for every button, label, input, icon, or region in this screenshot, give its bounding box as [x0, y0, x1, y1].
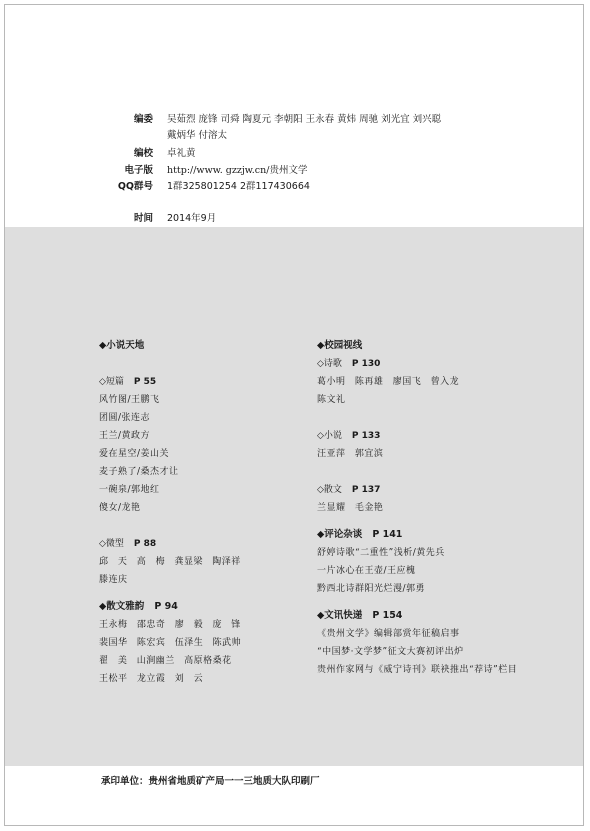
toc-item: 《贵州文学》编辑部赏年征稿启事 [317, 629, 460, 639]
author-names: 陈文礼 [317, 395, 346, 405]
campus-essay-label: ◇散文 [317, 485, 342, 495]
toc-item: 团圆/张连志 [99, 413, 151, 423]
author-names: 兰显耀 毛金艳 [317, 503, 384, 513]
author-names: 裴国华 陈宏宾 伍泽生 陈武帅 [99, 638, 242, 648]
campus-poem-label: ◇诗歌 [317, 359, 342, 369]
toc-item: 傻女/龙艳 [99, 503, 141, 513]
subsection-campus-essay [317, 481, 577, 499]
author-names: 王永梅 邵忠奇 廖 毅 庞 锋 [99, 620, 241, 630]
toc-item: 黔西北诗群阳光烂漫/郭勇 [317, 584, 426, 594]
toc-item: 麦子熟了/桑杰才让 [99, 467, 179, 477]
micro-page: P 88 [133, 539, 157, 549]
subsection-campus-novel [317, 427, 577, 445]
editors-label: 编委 [133, 114, 153, 125]
micro-label: ◇微型 [99, 539, 124, 549]
toc-item: 风竹图/王鹏飞 [99, 395, 160, 405]
proofread-value: 卓礼黄 [167, 148, 196, 159]
printer-credit: 承印单位：贵州省地质矿产局一一三地质大队印刷厂 [101, 776, 320, 787]
qq-value: 1群325801254 2群117430664 [167, 181, 310, 192]
ebook-label: 电子版 [124, 165, 153, 176]
short-story-label: ◇短篇 [99, 377, 124, 387]
time-value: 2014年9月 [167, 213, 217, 224]
toc-left-column [99, 337, 304, 688]
toc-item: 王兰/黄政方 [99, 431, 151, 441]
campus-novel-page: P 133 [351, 431, 381, 441]
toc-item: 舒婷诗歌“二重性”浅析/黄先兵 [317, 548, 445, 558]
review-page: P 141 [372, 529, 403, 540]
toc-item: 爱在星空/姜山关 [99, 449, 170, 459]
toc-item: 一碗泉/郭地红 [99, 485, 160, 495]
ebook-value: http://www. gzzjw.cn/贵州文学 [167, 165, 308, 176]
proofread-label: 编校 [133, 148, 153, 159]
author-names: 邱 天 高 梅 龚显梁 陶泽祥 [99, 557, 241, 567]
subsection-micro [99, 535, 304, 553]
campus-poem-page: P 130 [351, 359, 381, 369]
subsection-short-story [99, 373, 304, 391]
section-heading-novel: ◆小说天地 [99, 340, 145, 351]
editors-value: 吴茹烈 庞锋 司舜 陶夏元 李朝阳 王永春 黄炜 周驰 刘光宜 刘兴聪 [167, 114, 442, 125]
toc-item: 贵州作家网与《威宁诗刊》联袂推出“荐诗”栏目 [317, 665, 518, 675]
editors-value-cont: 戴炳华 付溶太 [167, 130, 228, 141]
news-page: P 154 [372, 610, 403, 621]
qq-label: QQ群号 [117, 181, 153, 192]
prose-page: P 94 [154, 601, 178, 612]
toc-item: 一片冰心在王壶/王应槐 [317, 566, 416, 576]
short-story-page: P 55 [133, 377, 157, 387]
author-names: 葛小明 陈再雄 廖国飞 曾入龙 [317, 377, 460, 387]
campus-essay-page: P 137 [351, 485, 381, 495]
author-names: 翟 美 山涧幽兰 高原格桑花 [99, 656, 232, 666]
author-names: 滕连庆 [99, 575, 128, 585]
toc-right-column [317, 337, 577, 679]
toc-item: “中国梦·文学梦”征文大赛初评出炉 [317, 647, 464, 657]
author-names: 汪亚萍 郭宜滨 [317, 449, 384, 459]
subsection-campus-poem [317, 355, 577, 373]
author-names: 王松平 龙立霞 刘 云 [99, 674, 204, 684]
section-heading-campus: ◆校园视线 [317, 340, 363, 351]
section-heading-news [317, 607, 577, 625]
section-heading-prose [99, 598, 304, 616]
campus-novel-label: ◇小说 [317, 431, 342, 441]
news-heading: ◆文讯快递 [317, 610, 363, 621]
review-heading: ◆评论杂谈 [317, 529, 363, 540]
section-heading-review [317, 526, 577, 544]
time-label: 时间 [133, 213, 153, 224]
page-frame [4, 4, 584, 826]
prose-heading: ◆散文雅韵 [99, 601, 145, 612]
